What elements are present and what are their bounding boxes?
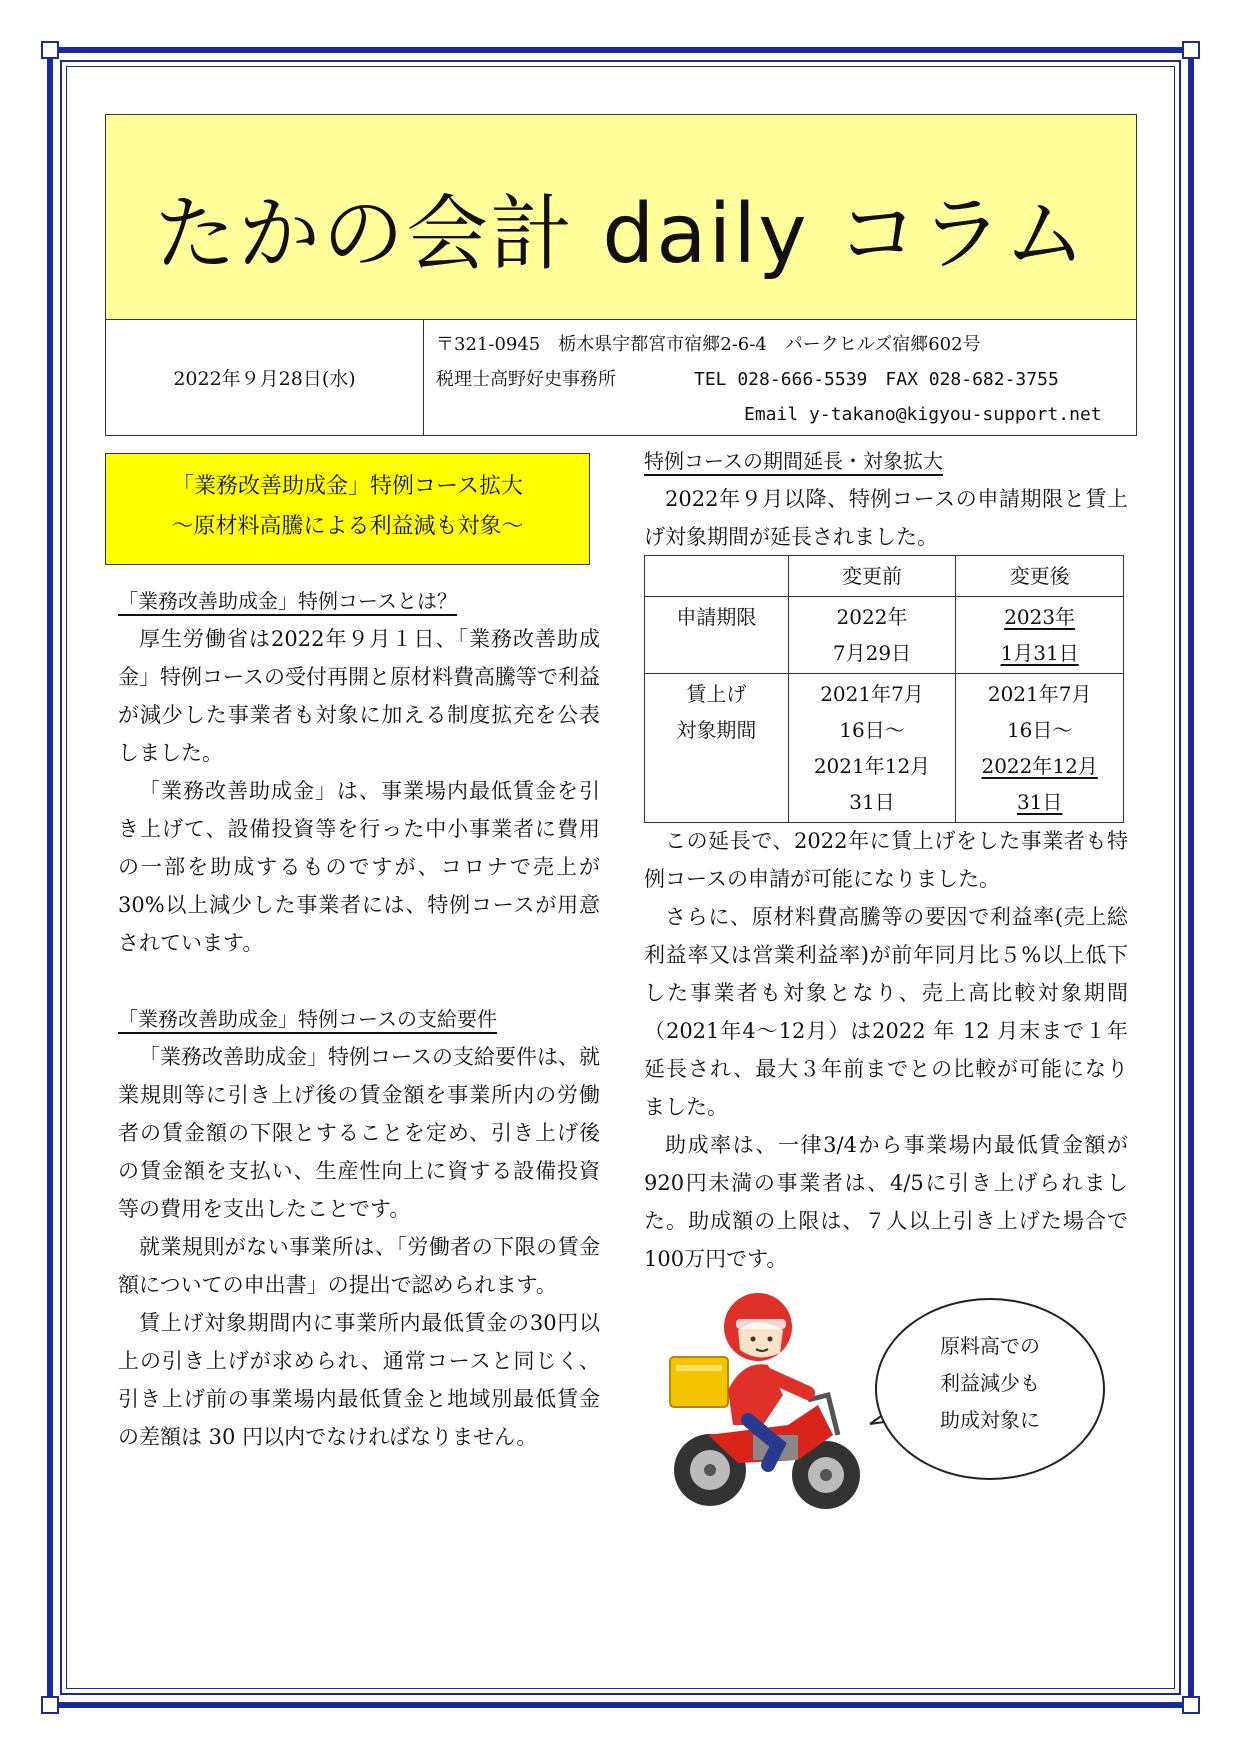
- corner-ornament: [1182, 1696, 1200, 1714]
- paragraph: 助成率は、一律3/4から事業場内最低賃金額が920円未満の事業者は、4/5に引き上げられました。助成額の上限は、７人以上引き上げた場合で100万円です。: [644, 1133, 1128, 1271]
- table-header-before: 変更前: [788, 556, 956, 597]
- paragraph: 厚生労働省は2022年９月１日、「業務改善助成金」特例コースの受付再開と原材料費高騰等で利益が減少した事業者も対象に加える制度拡充を公表しました。: [118, 627, 600, 765]
- office-address: 〒321-0945 栃木県宇都宮市宿郷2-6-4 パークヒルズ宿郷602号: [436, 334, 981, 355]
- office-phone-row: [436, 362, 1102, 397]
- table-header-after: 変更後: [956, 556, 1124, 597]
- office-phone-fax: TEL 028-666-5539 FAX 028-682-3755: [694, 369, 1059, 390]
- cell-text: 2021年7月: [820, 682, 924, 706]
- office-email-row: [436, 397, 1102, 432]
- right-column-bottom: [644, 822, 1128, 1278]
- corner-ornament: [41, 1696, 59, 1714]
- paragraph: 2022年９月以降、特例コースの申請期限と賃上げ対象期間が延長されました。: [644, 487, 1128, 549]
- table-cell: [788, 597, 956, 674]
- cell-text: 2022年: [836, 605, 908, 629]
- change-comparison-table: [644, 555, 1124, 823]
- cell-text: 16日～: [1006, 718, 1073, 742]
- table-cell: [645, 556, 789, 597]
- cell-text: 2021年7月: [987, 682, 1092, 706]
- table-row: [645, 674, 1124, 823]
- cell-text: 1月31日: [1000, 641, 1079, 665]
- table-row: [645, 597, 1124, 674]
- table-cell: [788, 674, 956, 823]
- office-email[interactable]: Email y-takano@kigyou-support.net: [744, 404, 1102, 425]
- delivery-motorcycle-illustration: [668, 1285, 868, 1515]
- bubble-text: 原料高での: [940, 1334, 1040, 1358]
- cell-text: 2023年: [1004, 605, 1076, 629]
- section-heading: 「業務改善助成金」特例コースとは？: [118, 589, 457, 613]
- cell-text: 31日: [1016, 790, 1063, 814]
- bubble-text: 利益減少も: [940, 1371, 1040, 1395]
- bubble-text: 助成対象に: [940, 1408, 1040, 1432]
- paragraph: 「業務改善助成金」特例コースの支給要件は、就業規則等に引き上げ後の賃金額を事業所内の労働者の賃金額の下限とすることを定め、引き上げ後の賃金額を支払い、生産性向上に資する設備投資等の費用を支出したことです。: [118, 1045, 600, 1221]
- cell-text: 16日～: [839, 718, 905, 742]
- paragraph: この延長で、2022年に賃上げをした事業者も特例コースの申請が可能になりました。: [644, 829, 1128, 891]
- table-row: [645, 556, 1124, 597]
- left-column: [118, 582, 600, 1456]
- cell-text: 7月29日: [832, 641, 912, 665]
- table-row-label: [645, 674, 789, 823]
- headline-line-1: 「業務改善助成金」特例コース拡大: [172, 474, 523, 499]
- paragraph: さらに、原材料費高騰等の要因で利益率(売上総利益率又は営業利益率)が前年同月比５%以上低下した事業者も対象となり、売上高比較対象期間（2021年4～12月）は2022 年 12 月末まで１年延長され、最大３年前までとの比較が可能になりました。: [644, 905, 1128, 1119]
- table-cell: [956, 597, 1124, 674]
- masthead: [105, 114, 1137, 436]
- office-contact: [436, 327, 1102, 432]
- corner-ornament: [1182, 41, 1200, 59]
- cell-text: 2021年12月: [813, 754, 931, 778]
- paragraph: 「業務改善助成金」は、事業場内最低賃金を引き上げて、設備投資等を行った中小事業者に費用の一部を助成するものですが、コロナで売上が30%以上減少した事業者には、特例コースが用意されています。: [118, 779, 600, 955]
- title-banner: [106, 115, 1136, 320]
- corner-ornament: [41, 41, 59, 59]
- section-heading: 特例コースの期間延長・対象拡大: [644, 449, 943, 473]
- page-title: たかの会計 daily コラム: [154, 186, 1088, 282]
- article-headline: [105, 453, 590, 565]
- speech-bubble: [875, 1298, 1105, 1480]
- paragraph: 賃上げ対象期間内に事業所内最低賃金の30円以上の引き上げが求められ、通常コースと同じく、引き上げ前の事業場内最低賃金と地域別最低賃金の差額は 30 円以内でなければなりません。: [118, 1311, 600, 1449]
- office-name: 税理士高野好史事務所: [436, 369, 616, 390]
- right-column-top: [644, 442, 1128, 556]
- cell-text: 2022年12月: [981, 754, 1098, 778]
- table-cell: [956, 674, 1124, 823]
- table-row-label: 申請期限: [645, 597, 789, 674]
- section-heading: 「業務改善助成金」特例コースの支給要件: [118, 1007, 497, 1031]
- paragraph: 就業規則がない事業所は、「労働者の下限の賃金額についての申出書」の提出で認められます。: [118, 1235, 600, 1297]
- cell-text: 対象期間: [676, 718, 757, 742]
- issue-date: 2022年９月28日(水): [106, 320, 424, 435]
- cell-text: 賃上げ: [686, 682, 747, 706]
- cell-text: 31日: [849, 790, 895, 814]
- headline-line-2: ～原材料高騰による利益減も対象～: [171, 514, 524, 539]
